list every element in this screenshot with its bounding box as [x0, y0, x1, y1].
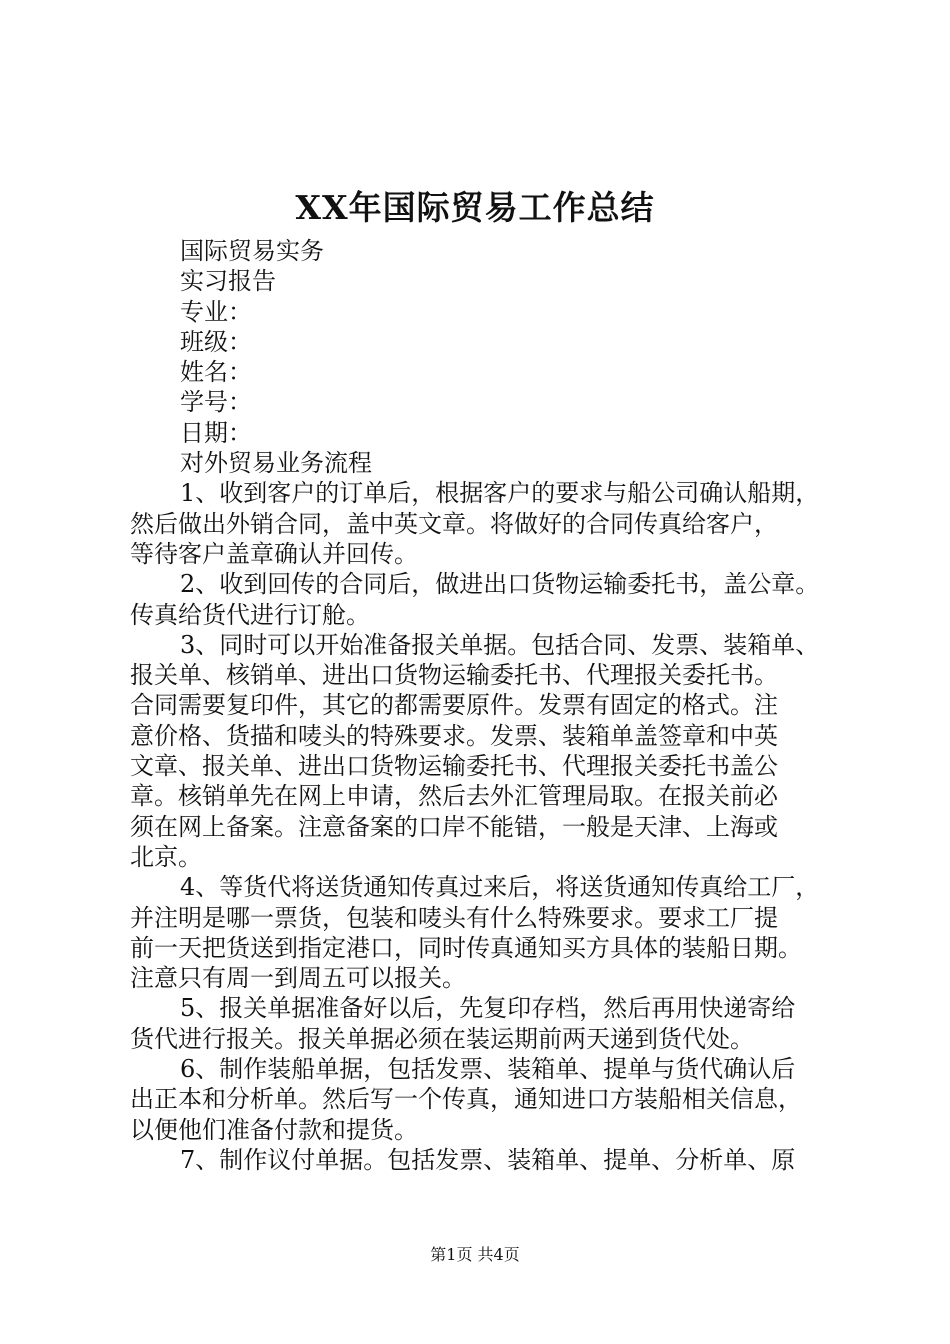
text-line: 姓名：: [180, 358, 252, 387]
text-line: 货代进行报关。报关单据必须在装运期前两天递到货代处。: [130, 1024, 754, 1053]
text-line: 等待客户盖章确认并回传。: [130, 539, 418, 568]
text-line: 6、制作装船单据，包括发票、装箱单、提单与货代确认后: [180, 1055, 796, 1084]
text-line: 意价格、货描和唛头的特殊要求。发票、装箱单盖签章和中英: [130, 721, 778, 750]
text-line: 7、制作议付单据。包括发票、装箱单、提单、分析单、原: [180, 1145, 796, 1174]
text-line: 1、收到客户的订单后，根据客户的要求与船公司确认船期，: [180, 479, 820, 508]
document-body: [130, 236, 852, 1175]
text-line: 报关单、核销单、进出口货物运输委托书、代理报关委托书。: [130, 661, 778, 690]
text-line: 并注明是哪一票货，包装和唛头有什么特殊要求。要求工厂提: [130, 903, 778, 932]
text-line: 5、报关单据准备好以后，先复印存档，然后再用快递寄给: [180, 994, 796, 1023]
text-line: 传真给货代进行订舱。: [130, 600, 370, 629]
text-line: 出正本和分析单。然后写一个传真，通知进口方装船相关信息，: [130, 1085, 802, 1114]
text-line: 然后做出外销合同，盖中英文章。将做好的合同传真给客户，: [130, 509, 778, 538]
text-line: 2、收到回传的合同后，做进出口货物运输委托书，盖公章。: [180, 570, 820, 599]
text-line: 对外贸易业务流程: [180, 449, 372, 478]
text-line: 4、等货代将送货通知传真过来后，将送货通知传真给工厂，: [180, 873, 820, 902]
text-line: 北京。: [130, 842, 202, 871]
text-line: 合同需要复印件，其它的都需要原件。发票有固定的格式。注: [130, 691, 778, 720]
text-line: 3、同时可以开始准备报关单据。包括合同、发票、装箱单、: [180, 630, 820, 659]
text-line: 章。核销单先在网上申请，然后去外汇管理局取。在报关前必: [130, 782, 778, 811]
text-line: 国际贸易实务: [180, 237, 324, 265]
text-line: 日期：: [180, 418, 252, 447]
text-line: 文章、报关单、进出口货物运输委托书、代理报关委托书盖公: [130, 752, 778, 781]
text-line: 学号：: [180, 388, 252, 417]
text-line: 实习报告: [180, 267, 276, 296]
text-line: 前一天把货送到指定港口，同时传真通知买方具体的装船日期。: [130, 933, 802, 962]
page-footer: 第1页 共4页: [430, 1245, 520, 1264]
text-line: 须在网上备案。注意备案的口岸不能错，一般是天津、上海或: [130, 812, 778, 841]
text-line: 以便他们准备付款和提货。: [130, 1115, 418, 1144]
text-line: 班级：: [180, 327, 252, 356]
document-title: XX年国际贸易工作总结: [295, 188, 655, 227]
text-line: 注意只有周一到周五可以报关。: [130, 964, 466, 993]
text-line: 专业：: [180, 297, 252, 326]
